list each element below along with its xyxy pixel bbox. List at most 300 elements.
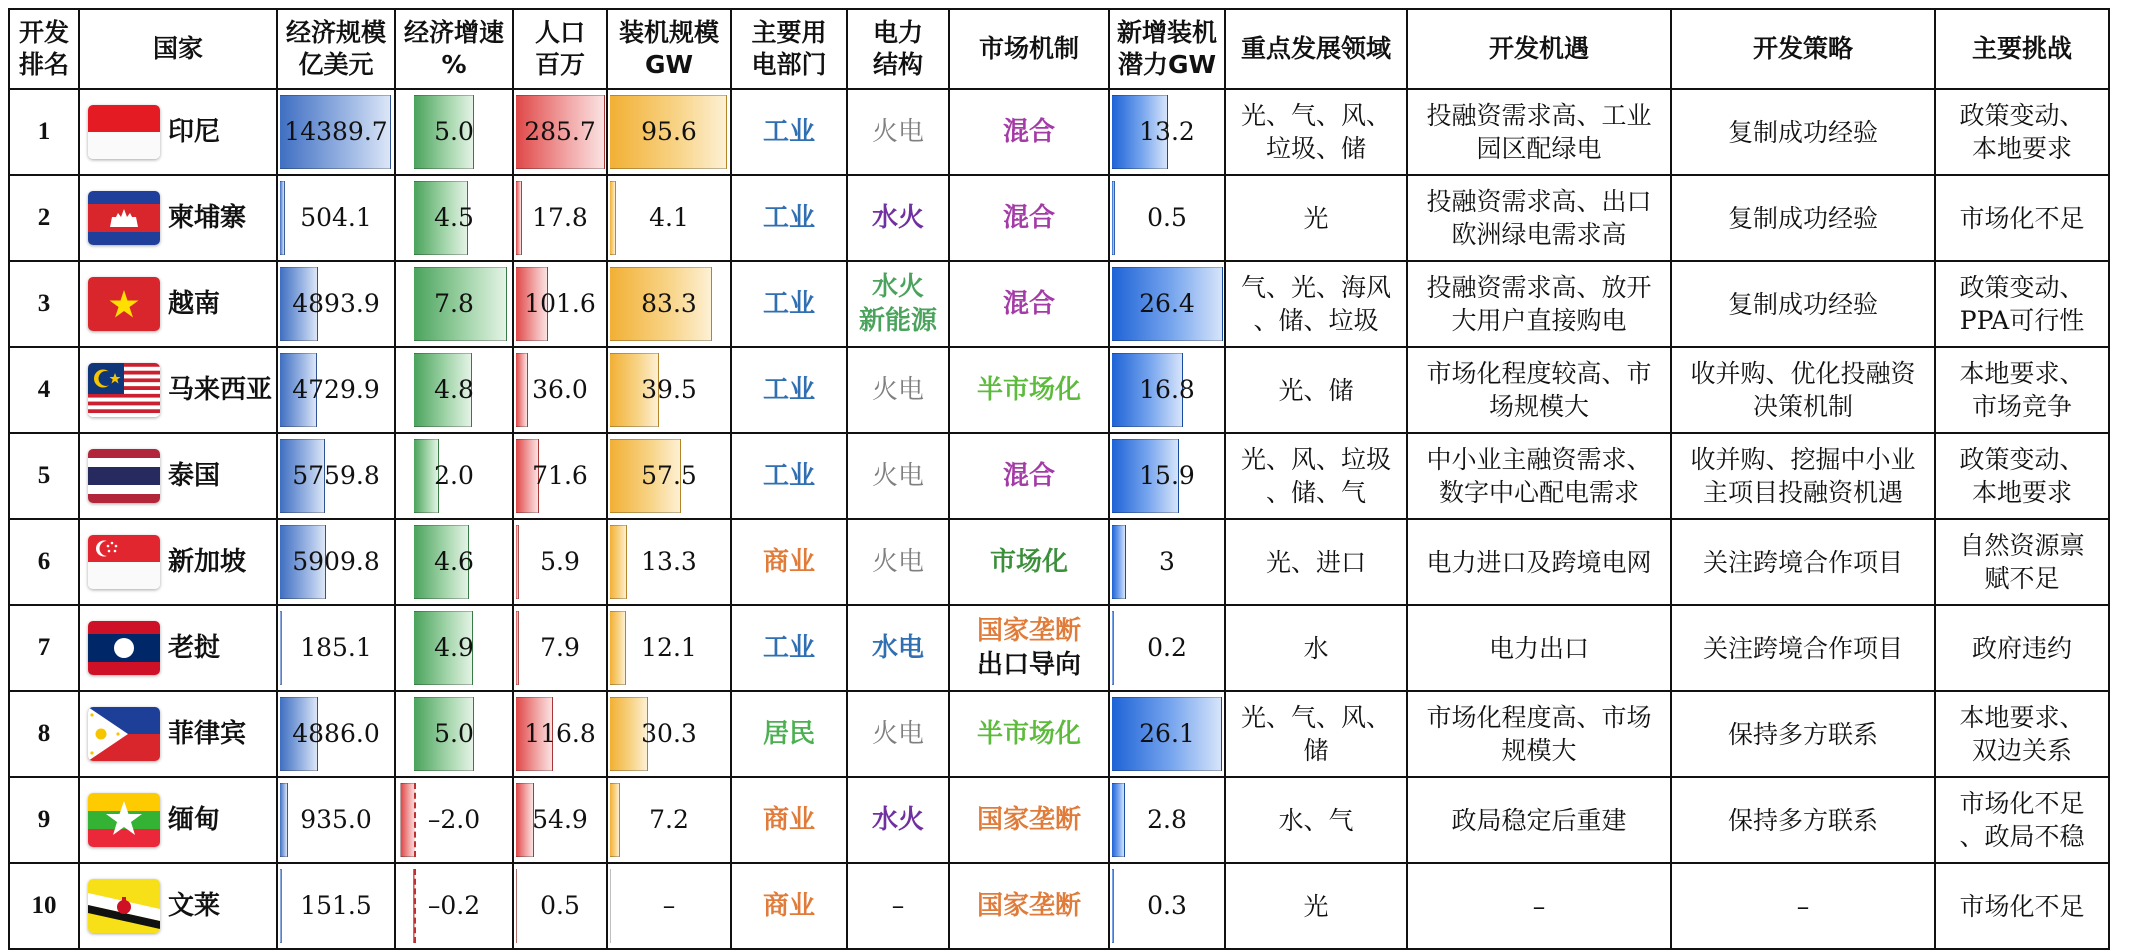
header-power-structure: 电力 结构 bbox=[847, 9, 949, 89]
rank-cell: 4 bbox=[9, 347, 79, 433]
opportunity-cell bbox=[1407, 433, 1671, 519]
flag-malaysia-icon bbox=[88, 363, 160, 417]
flag-myanmar-icon bbox=[88, 793, 160, 847]
sector-label: 商业 bbox=[762, 805, 815, 835]
table-row bbox=[9, 863, 2109, 949]
population-cell-bar bbox=[516, 181, 522, 255]
market-label: 出口导向 bbox=[976, 650, 1081, 680]
market-cell bbox=[949, 347, 1109, 433]
power-structure-cell-line: 火电 bbox=[871, 375, 924, 405]
challenge-cell bbox=[1935, 863, 2109, 949]
country-name: 柬埔寨 bbox=[168, 203, 247, 233]
potential-cell-value: 13.2 bbox=[1139, 117, 1195, 146]
strategy-cell bbox=[1671, 605, 1935, 691]
power-structure-cell-line: 水火 bbox=[871, 272, 924, 302]
opportunity-cell-line: 场规模大 bbox=[1488, 392, 1589, 421]
population-cell bbox=[513, 863, 607, 949]
potential-cell-value: 2.8 bbox=[1147, 805, 1187, 834]
population-cell-value: 71.6 bbox=[532, 461, 588, 490]
potential-cell-bar bbox=[1112, 869, 1114, 943]
focus-cell-line: 光、进口 bbox=[1265, 547, 1366, 577]
potential-cell bbox=[1109, 261, 1225, 347]
population-cell bbox=[513, 605, 607, 691]
capacity-cell bbox=[607, 261, 731, 347]
potential-cell-bar bbox=[1112, 181, 1115, 255]
header-strategy: 开发策略 bbox=[1671, 9, 1935, 89]
header-population: 人口 百万 bbox=[513, 9, 607, 89]
potential-cell bbox=[1109, 519, 1225, 605]
growth-cell-value: –0.2 bbox=[427, 891, 481, 920]
potential-cell-value: 16.8 bbox=[1139, 375, 1195, 404]
rank-cell: 5 bbox=[9, 433, 79, 519]
country-name: 缅甸 bbox=[168, 805, 221, 835]
population-cell bbox=[513, 691, 607, 777]
gdp-cell-value: 4886.0 bbox=[292, 719, 380, 748]
potential-cell bbox=[1109, 433, 1225, 519]
gdp-cell-value: 935.0 bbox=[300, 805, 372, 834]
strategy-cell-line: 保持多方联系 bbox=[1727, 719, 1878, 749]
opportunity-cell bbox=[1407, 89, 1671, 175]
market-cell bbox=[949, 777, 1109, 863]
strategy-cell bbox=[1671, 433, 1935, 519]
opportunity-cell-line: – bbox=[1532, 891, 1546, 921]
rank-cell: 3 bbox=[9, 261, 79, 347]
opportunity-cell bbox=[1407, 347, 1671, 433]
country-name: 老挝 bbox=[168, 633, 221, 663]
population-cell-value: 0.5 bbox=[540, 891, 580, 920]
gdp-cell bbox=[277, 175, 395, 261]
gdp-cell bbox=[277, 777, 395, 863]
potential-cell-value: 3 bbox=[1159, 547, 1175, 576]
market-label: 混合 bbox=[1002, 117, 1055, 147]
population-cell-bar bbox=[516, 869, 517, 943]
gdp-cell-value: 504.1 bbox=[300, 203, 372, 232]
population-cell bbox=[513, 261, 607, 347]
focus-cell bbox=[1225, 605, 1407, 691]
growth-cell bbox=[395, 519, 513, 605]
potential-cell bbox=[1109, 347, 1225, 433]
capacity-cell-value: 12.1 bbox=[641, 633, 697, 662]
growth-zero-line bbox=[414, 783, 416, 857]
focus-cell-line: 、储、气 bbox=[1265, 478, 1366, 507]
population-cell-value: 17.8 bbox=[532, 203, 588, 232]
header-opportunity: 开发机遇 bbox=[1407, 9, 1671, 89]
sector-cell bbox=[731, 605, 847, 691]
growth-zero-line bbox=[414, 869, 416, 943]
sector-label: 商业 bbox=[762, 547, 815, 577]
table-row bbox=[9, 175, 2109, 261]
opportunity-cell-line: 电力进口及跨境电网 bbox=[1426, 547, 1652, 577]
country-cell bbox=[79, 691, 277, 777]
country-name: 菲律宾 bbox=[168, 719, 247, 749]
power-structure-cell bbox=[847, 519, 949, 605]
sector-label: 工业 bbox=[762, 117, 815, 147]
growth-cell bbox=[395, 347, 513, 433]
focus-cell bbox=[1225, 89, 1407, 175]
sector-cell bbox=[731, 691, 847, 777]
potential-cell bbox=[1109, 777, 1225, 863]
strategy-cell bbox=[1671, 261, 1935, 347]
population-cell bbox=[513, 777, 607, 863]
challenge-cell bbox=[1935, 605, 2109, 691]
challenge-cell-line: 政策变动、 bbox=[1959, 445, 2085, 474]
strategy-cell-line: 关注跨境合作项目 bbox=[1702, 633, 1903, 663]
opportunity-cell bbox=[1407, 863, 1671, 949]
header-country: 国家 bbox=[79, 9, 277, 89]
growth-cell-bar bbox=[400, 783, 415, 857]
population-cell-value: 285.7 bbox=[524, 117, 596, 146]
table-row bbox=[9, 89, 2109, 175]
strategy-cell-line: 决策机制 bbox=[1752, 392, 1853, 421]
capacity-cell-value: 30.3 bbox=[641, 719, 697, 748]
gdp-cell-value: 4729.9 bbox=[292, 375, 380, 404]
growth-cell-value: 4.5 bbox=[434, 203, 474, 232]
capacity-cell bbox=[607, 863, 731, 949]
opportunity-cell bbox=[1407, 691, 1671, 777]
growth-cell bbox=[395, 89, 513, 175]
challenge-cell-line: 市场化不足 bbox=[1959, 789, 2085, 818]
header-row bbox=[9, 9, 2109, 89]
population-cell-value: 7.9 bbox=[540, 633, 580, 662]
strategy-cell bbox=[1671, 175, 1935, 261]
growth-cell bbox=[395, 261, 513, 347]
table-row bbox=[9, 347, 2109, 433]
header-market: 市场机制 bbox=[949, 9, 1109, 89]
potential-cell-bar bbox=[1112, 525, 1126, 599]
challenge-cell bbox=[1935, 89, 2109, 175]
population-cell bbox=[513, 519, 607, 605]
opportunity-cell bbox=[1407, 175, 1671, 261]
gdp-cell-value: 151.5 bbox=[300, 891, 372, 920]
sector-cell bbox=[731, 777, 847, 863]
gdp-cell-value: 185.1 bbox=[300, 633, 372, 662]
growth-cell-value: 5.0 bbox=[434, 117, 474, 146]
challenge-cell-line: 政府违约 bbox=[1971, 633, 2072, 663]
sector-label: 工业 bbox=[762, 461, 815, 491]
power-structure-cell-line: 新能源 bbox=[858, 306, 937, 336]
population-cell-bar bbox=[516, 353, 528, 427]
challenge-cell-line: 政策变动、 bbox=[1959, 101, 2085, 130]
focus-cell bbox=[1225, 261, 1407, 347]
challenge-cell-line: 市场化不足 bbox=[1959, 203, 2085, 233]
focus-cell-line: 储 bbox=[1303, 736, 1329, 765]
power-structure-cell bbox=[847, 89, 949, 175]
opportunity-cell bbox=[1407, 519, 1671, 605]
population-cell bbox=[513, 433, 607, 519]
power-structure-cell-line: 火电 bbox=[871, 547, 924, 577]
power-structure-cell-line: 火电 bbox=[871, 117, 924, 147]
flag-philippines-icon bbox=[88, 707, 160, 761]
opportunity-cell-line: 投融资需求高、出口 bbox=[1426, 187, 1652, 216]
opportunity-cell bbox=[1407, 605, 1671, 691]
table-row bbox=[9, 777, 2109, 863]
focus-cell-line: 光、风、垃圾 bbox=[1240, 445, 1391, 474]
flag-indonesia-icon bbox=[88, 105, 160, 159]
capacity-cell-value: 13.3 bbox=[641, 547, 697, 576]
capacity-cell-bar bbox=[610, 869, 611, 943]
market-cell bbox=[949, 433, 1109, 519]
country-name: 越南 bbox=[168, 289, 221, 319]
potential-cell bbox=[1109, 605, 1225, 691]
flag-cambodia-icon bbox=[88, 191, 160, 245]
focus-cell-line: 光、储 bbox=[1278, 375, 1354, 405]
rank-cell: 10 bbox=[9, 863, 79, 949]
country-name: 文莱 bbox=[168, 891, 221, 921]
power-structure-cell-line: 水火 bbox=[871, 203, 924, 233]
market-label: 半市场化 bbox=[976, 375, 1081, 405]
strategy-cell-line: 主项目投融资机遇 bbox=[1702, 478, 1903, 507]
table-row bbox=[9, 433, 2109, 519]
gdp-cell-value: 14389.7 bbox=[284, 117, 388, 146]
opportunity-cell-line: 数字中心配电需求 bbox=[1438, 478, 1639, 507]
opportunity-cell bbox=[1407, 261, 1671, 347]
challenge-cell-line: 双边关系 bbox=[1971, 736, 2072, 765]
growth-cell bbox=[395, 777, 513, 863]
sector-label: 工业 bbox=[762, 289, 815, 319]
gdp-cell-bar bbox=[280, 611, 282, 685]
country-cell bbox=[79, 605, 277, 691]
growth-cell-value: 4.6 bbox=[434, 547, 474, 576]
country-cell bbox=[79, 777, 277, 863]
sector-cell bbox=[731, 519, 847, 605]
header-growth: 经济增速 % bbox=[395, 9, 513, 89]
power-structure-cell-line: 水电 bbox=[871, 633, 924, 663]
focus-cell-line: 光、气、风、 bbox=[1240, 703, 1391, 732]
header-gdp: 经济规模 亿美元 bbox=[277, 9, 395, 89]
rank-cell: 7 bbox=[9, 605, 79, 691]
opportunity-cell-line: 电力出口 bbox=[1488, 633, 1589, 663]
market-cell bbox=[949, 863, 1109, 949]
header-capacity: 装机规模 GW bbox=[607, 9, 731, 89]
gdp-cell bbox=[277, 347, 395, 433]
market-label: 市场化 bbox=[989, 547, 1068, 577]
rank-cell: 9 bbox=[9, 777, 79, 863]
capacity-cell bbox=[607, 605, 731, 691]
strategy-cell-line: – bbox=[1796, 891, 1810, 921]
sector-cell bbox=[731, 433, 847, 519]
potential-cell-bar bbox=[1112, 783, 1125, 857]
growth-cell-value: 4.8 bbox=[434, 375, 474, 404]
market-label: 混合 bbox=[1002, 461, 1055, 491]
sector-label: 工业 bbox=[762, 375, 815, 405]
power-structure-cell bbox=[847, 863, 949, 949]
growth-cell-value: 4.9 bbox=[434, 633, 474, 662]
capacity-cell bbox=[607, 89, 731, 175]
flag-thailand-icon bbox=[88, 449, 160, 503]
focus-cell bbox=[1225, 777, 1407, 863]
population-cell bbox=[513, 175, 607, 261]
capacity-cell-value: 4.1 bbox=[649, 203, 689, 232]
opportunity-cell-line: 投融资需求高、工业 bbox=[1426, 101, 1652, 130]
gdp-cell bbox=[277, 519, 395, 605]
sector-label: 居民 bbox=[762, 719, 815, 749]
rank-cell: 6 bbox=[9, 519, 79, 605]
strategy-cell-line: 收并购、优化投融资 bbox=[1690, 359, 1916, 388]
country-name: 新加坡 bbox=[168, 547, 247, 577]
gdp-cell-value: 4893.9 bbox=[292, 289, 380, 318]
population-cell-value: 116.8 bbox=[524, 719, 596, 748]
rank-cell: 1 bbox=[9, 89, 79, 175]
power-structure-cell bbox=[847, 691, 949, 777]
population-cell bbox=[513, 89, 607, 175]
market-label: 国家垄断 bbox=[976, 891, 1081, 921]
opportunity-cell-line: 市场化程度高、市场 bbox=[1426, 703, 1652, 732]
gdp-cell-value: 5909.8 bbox=[292, 547, 380, 576]
challenge-cell-line: 、政局不稳 bbox=[1959, 822, 2085, 851]
sector-label: 工业 bbox=[762, 203, 815, 233]
country-name: 马来西亚 bbox=[168, 375, 273, 405]
challenge-cell bbox=[1935, 777, 2109, 863]
header-focus: 重点发展领域 bbox=[1225, 9, 1407, 89]
population-cell bbox=[513, 347, 607, 433]
opportunity-cell-line: 大用户直接购电 bbox=[1451, 306, 1627, 335]
gdp-cell bbox=[277, 605, 395, 691]
focus-cell-line: 垃圾、储 bbox=[1265, 134, 1366, 163]
flag-singapore-icon bbox=[88, 535, 160, 589]
country-cell bbox=[79, 433, 277, 519]
focus-cell-line: 光 bbox=[1303, 203, 1329, 233]
power-structure-cell-line: – bbox=[891, 891, 905, 920]
challenge-cell bbox=[1935, 433, 2109, 519]
gdp-cell bbox=[277, 691, 395, 777]
focus-cell bbox=[1225, 691, 1407, 777]
market-label: 国家垄断 bbox=[976, 805, 1081, 835]
focus-cell-line: 、储、垃圾 bbox=[1253, 306, 1379, 335]
potential-cell-value: 0.3 bbox=[1147, 891, 1187, 920]
capacity-cell-value: 57.5 bbox=[641, 461, 697, 490]
gdp-cell bbox=[277, 89, 395, 175]
capacity-cell-bar bbox=[610, 525, 627, 599]
country-cell bbox=[79, 175, 277, 261]
table-row bbox=[9, 691, 2109, 777]
gdp-cell-bar bbox=[280, 869, 282, 943]
population-cell-value: 101.6 bbox=[524, 289, 596, 318]
focus-cell bbox=[1225, 347, 1407, 433]
growth-cell-value: 7.8 bbox=[434, 289, 474, 318]
capacity-cell-bar bbox=[610, 181, 616, 255]
challenge-cell-line: 政策变动、 bbox=[1959, 273, 2085, 302]
country-cell bbox=[79, 89, 277, 175]
power-structure-cell-line: 火电 bbox=[871, 719, 924, 749]
challenge-cell bbox=[1935, 519, 2109, 605]
power-structure-cell bbox=[847, 605, 949, 691]
market-label: 混合 bbox=[1002, 289, 1055, 319]
potential-cell-value: 26.4 bbox=[1139, 289, 1195, 318]
focus-cell-line: 水、气 bbox=[1278, 805, 1354, 835]
sector-cell bbox=[731, 89, 847, 175]
country-cell bbox=[79, 261, 277, 347]
sector-label: 商业 bbox=[762, 891, 815, 921]
strategy-cell bbox=[1671, 519, 1935, 605]
challenge-cell-line: 本地要求 bbox=[1971, 478, 2072, 507]
capacity-cell bbox=[607, 175, 731, 261]
gdp-cell-bar bbox=[280, 181, 285, 255]
focus-cell-line: 气、光、海风 bbox=[1240, 273, 1391, 302]
flag-brunei-icon bbox=[88, 879, 160, 933]
power-structure-cell bbox=[847, 433, 949, 519]
capacity-cell-value: 83.3 bbox=[641, 289, 697, 318]
challenge-cell-line: 本地要求、 bbox=[1959, 359, 2085, 388]
strategy-cell-line: 关注跨境合作项目 bbox=[1702, 547, 1903, 577]
potential-cell bbox=[1109, 863, 1225, 949]
country-name: 印尼 bbox=[168, 117, 221, 147]
focus-cell bbox=[1225, 175, 1407, 261]
potential-cell-value: 0.2 bbox=[1147, 633, 1187, 662]
potential-cell bbox=[1109, 175, 1225, 261]
sector-cell bbox=[731, 261, 847, 347]
opportunity-cell-line: 规模大 bbox=[1501, 736, 1577, 765]
gdp-cell bbox=[277, 261, 395, 347]
strategy-cell bbox=[1671, 777, 1935, 863]
sector-cell bbox=[731, 863, 847, 949]
potential-cell-value: 26.1 bbox=[1139, 719, 1195, 748]
market-label: 半市场化 bbox=[976, 719, 1081, 749]
country-ranking-table bbox=[8, 8, 2110, 950]
strategy-cell-line: 复制成功经验 bbox=[1727, 289, 1878, 319]
growth-cell-value: 5.0 bbox=[434, 719, 474, 748]
market-cell bbox=[949, 175, 1109, 261]
table-row bbox=[9, 519, 2109, 605]
capacity-cell bbox=[607, 777, 731, 863]
rank-cell: 8 bbox=[9, 691, 79, 777]
growth-cell bbox=[395, 691, 513, 777]
challenge-cell-line: 市场竞争 bbox=[1971, 392, 2072, 421]
strategy-cell-line: 保持多方联系 bbox=[1727, 805, 1878, 835]
rank-cell: 2 bbox=[9, 175, 79, 261]
capacity-cell bbox=[607, 433, 731, 519]
challenge-cell-line: PPA可行性 bbox=[1959, 306, 2085, 335]
opportunity-cell-line: 中小业主融资需求、 bbox=[1426, 445, 1652, 474]
strategy-cell bbox=[1671, 863, 1935, 949]
strategy-cell-line: 复制成功经验 bbox=[1727, 203, 1878, 233]
potential-cell-bar bbox=[1112, 611, 1114, 685]
focus-cell bbox=[1225, 433, 1407, 519]
market-cell bbox=[949, 605, 1109, 691]
growth-cell bbox=[395, 863, 513, 949]
table-body bbox=[9, 89, 2109, 949]
growth-cell-value: 2.0 bbox=[434, 461, 474, 490]
challenge-cell bbox=[1935, 261, 2109, 347]
market-cell bbox=[949, 519, 1109, 605]
capacity-cell-value: 39.5 bbox=[641, 375, 697, 404]
header-potential: 新增装机 潜力GW bbox=[1109, 9, 1225, 89]
growth-cell-value: –2.0 bbox=[427, 805, 481, 834]
focus-cell-line: 水 bbox=[1303, 633, 1329, 663]
opportunity-cell-line: 市场化程度较高、市 bbox=[1426, 359, 1652, 388]
gdp-cell-value: 5759.8 bbox=[292, 461, 380, 490]
market-cell bbox=[949, 261, 1109, 347]
market-label: 混合 bbox=[1002, 203, 1055, 233]
gdp-cell-bar bbox=[280, 783, 288, 857]
potential-cell bbox=[1109, 691, 1225, 777]
sector-cell bbox=[731, 347, 847, 433]
challenge-cell-line: 本地要求 bbox=[1971, 134, 2072, 163]
capacity-cell-value: 95.6 bbox=[641, 117, 697, 146]
sector-cell bbox=[731, 175, 847, 261]
power-structure-cell bbox=[847, 777, 949, 863]
strategy-cell-line: 收并购、挖掘中小业 bbox=[1690, 445, 1916, 474]
population-cell-bar bbox=[516, 525, 519, 599]
potential-cell-value: 15.9 bbox=[1139, 461, 1195, 490]
country-cell bbox=[79, 347, 277, 433]
challenge-cell-line: 赋不足 bbox=[1984, 564, 2060, 593]
power-structure-cell bbox=[847, 347, 949, 433]
opportunity-cell-line: 园区配绿电 bbox=[1476, 134, 1602, 163]
capacity-cell bbox=[607, 347, 731, 433]
growth-cell bbox=[395, 605, 513, 691]
population-cell-value: 54.9 bbox=[532, 805, 588, 834]
opportunity-cell bbox=[1407, 777, 1671, 863]
